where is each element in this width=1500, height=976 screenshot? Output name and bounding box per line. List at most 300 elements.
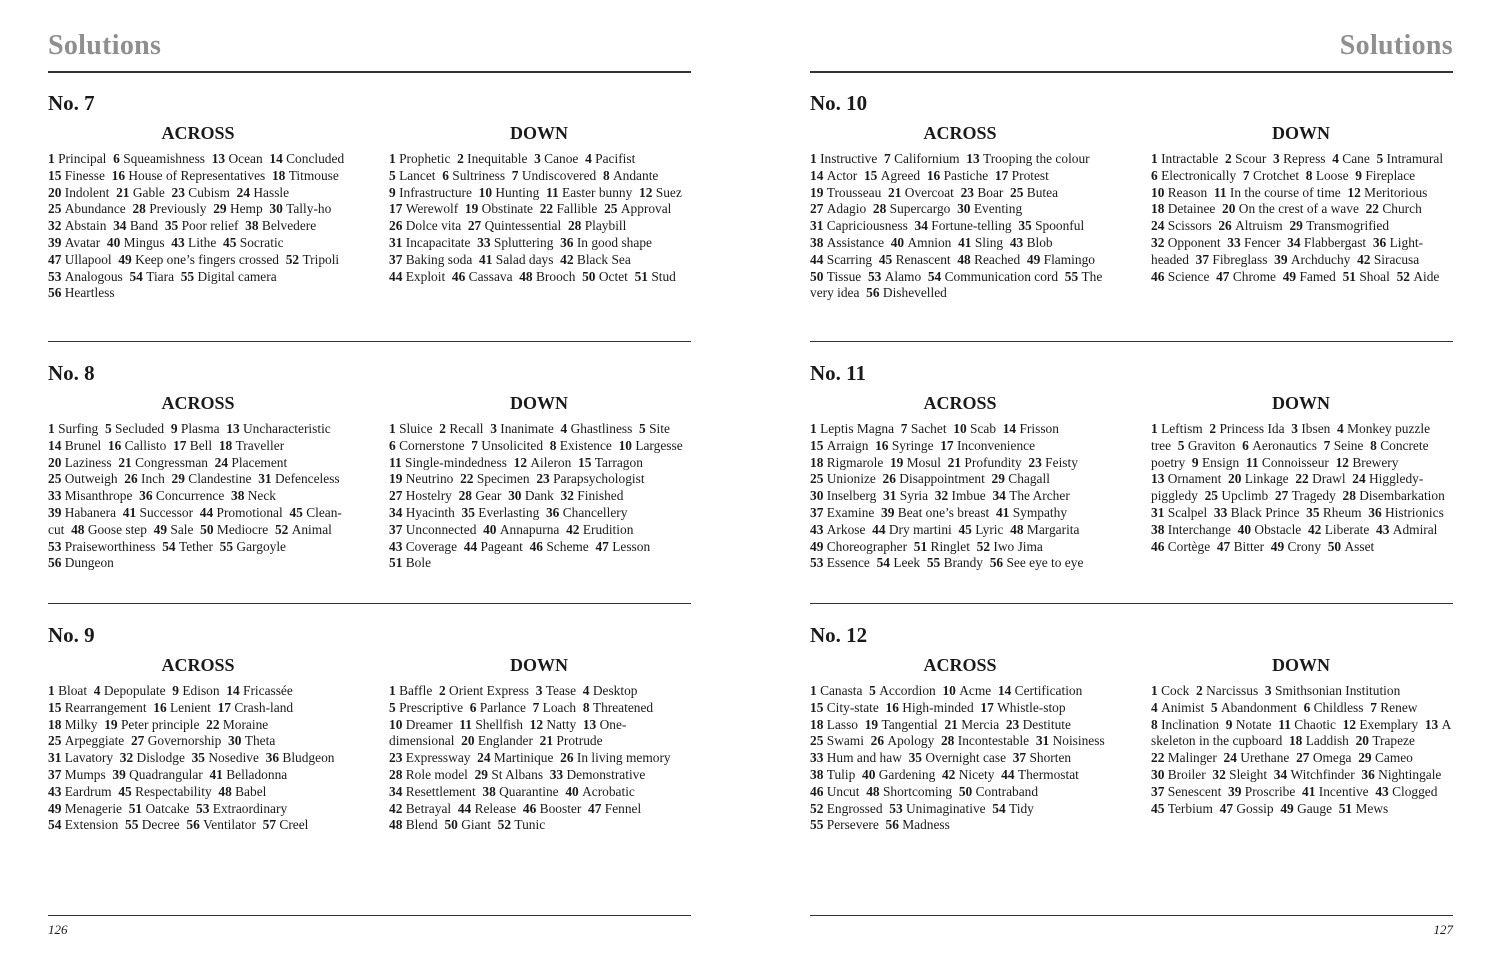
answer-text: Englander: [477, 733, 533, 749]
answer-text: Rheum: [1322, 504, 1362, 520]
answer-entry: [512, 168, 596, 183]
clue-number: 26: [389, 218, 403, 234]
clue-number: 32: [934, 488, 949, 504]
answer-text: Bloat: [58, 683, 88, 698]
down-answers: [1151, 151, 1451, 285]
answer-entry: [172, 683, 219, 698]
answer-text: Nightingale: [1378, 766, 1442, 782]
answer-text: Gargoyle: [236, 538, 287, 554]
answer-entry: [389, 505, 455, 520]
clue-number: 2: [1196, 683, 1203, 698]
answer-entry: [1151, 269, 1209, 284]
answer-text: A skeleton in the cupboard: [1151, 716, 1451, 749]
answer-entry: [1246, 455, 1329, 470]
answer-entry: [71, 522, 147, 537]
answer-entry: [980, 700, 1065, 715]
clue-number: 27: [810, 201, 824, 217]
answer-text: Lithe: [188, 234, 217, 250]
answer-entry: [992, 488, 1069, 503]
clue-number: 12: [1342, 716, 1357, 732]
clue-number: 29: [474, 766, 488, 782]
answer-entry: [1308, 522, 1369, 537]
clue-number: 25: [48, 201, 62, 217]
answer-entry: [1274, 252, 1350, 267]
clue-number: 10: [618, 437, 632, 453]
answer-entry: [566, 522, 633, 537]
answer-text: Quadrangular: [129, 766, 203, 782]
answer-text: Band: [129, 218, 159, 234]
answer-entry: [883, 471, 985, 486]
answer-entry: [865, 717, 938, 732]
clue-number: 10: [953, 421, 967, 436]
clue-number: 1: [810, 421, 817, 436]
answer-entry: [1370, 700, 1417, 715]
answer-text: Aeronautics: [1252, 437, 1317, 453]
answer-entry: [890, 455, 941, 470]
clue-number: 34: [1287, 234, 1301, 250]
answer-text: Certification: [1014, 683, 1083, 698]
clue-number: 31: [389, 234, 403, 250]
answer-text: One-dimensional: [389, 716, 627, 749]
page-footer: [48, 915, 691, 937]
answer-entry: [1224, 750, 1290, 765]
answer-entry: [957, 252, 1020, 267]
clue-number: 38: [231, 488, 245, 504]
answer-entry: [1280, 801, 1332, 816]
answer-text: Chaotic: [1294, 716, 1336, 732]
clue-number: 46: [451, 268, 466, 284]
answer-text: Uncut: [826, 783, 860, 799]
answer-text: Overcoat: [904, 184, 954, 200]
answer-text: Quintessential: [484, 218, 562, 234]
clue-number: 33: [1213, 504, 1228, 520]
answer-entry: [992, 801, 1034, 816]
clue-number: 2: [457, 151, 464, 166]
left-page: [48, 0, 691, 976]
answer-text: Lyric: [975, 521, 1004, 537]
clue-number: 34: [389, 504, 403, 520]
answer-text: Aide: [1413, 268, 1440, 284]
answer-entry: [1151, 185, 1207, 200]
clue-number: 37: [389, 251, 403, 267]
answer-entry: [927, 555, 983, 570]
answer-entry: [508, 488, 554, 503]
clue-number: 38: [482, 783, 496, 799]
answer-text: Specimen: [476, 471, 530, 487]
answer-entry: [966, 151, 1089, 166]
answer-entry: [523, 801, 581, 816]
clue-number: 12: [1347, 184, 1361, 200]
clue-number: 5: [1210, 699, 1218, 715]
answer-text: Arpeggiate: [64, 733, 125, 749]
clue-number: 55: [219, 538, 234, 554]
clue-number: 54: [927, 268, 942, 284]
answer-entry: [206, 717, 268, 732]
clue-number: 49: [1270, 538, 1285, 554]
clue-number: 9: [170, 421, 178, 436]
answer-entry: [561, 488, 624, 503]
answer-text: Crony: [1287, 538, 1322, 554]
clue-number: 2: [1209, 421, 1217, 436]
clue-number: 50: [200, 521, 214, 537]
answer-text: Black Prince: [1230, 504, 1300, 520]
answer-entry: [1217, 539, 1264, 554]
clue-number: 47: [588, 800, 602, 816]
clue-number: 3: [1291, 421, 1298, 436]
across-answers: [810, 421, 1110, 572]
answer-text: Hemp: [229, 201, 263, 217]
answer-entry: [129, 801, 190, 816]
answer-entry: [48, 421, 98, 436]
answer-entry: [1278, 717, 1336, 732]
answer-entry: [48, 218, 106, 233]
clue-number: 35: [164, 218, 179, 234]
answer-text: The very idea: [810, 268, 1103, 301]
clue-number: 22: [460, 471, 474, 487]
answer-text: Disembarkation: [1359, 488, 1445, 504]
answer-entry: [1302, 784, 1369, 799]
answer-entry: [1376, 151, 1443, 166]
answer-entry: [1339, 801, 1388, 816]
answer-text: Repress: [1283, 151, 1326, 166]
clue-number: 42: [566, 521, 580, 537]
answer-text: Sachet: [910, 421, 947, 436]
answer-text: Obstacle: [1254, 521, 1302, 537]
answer-entry: [810, 471, 876, 486]
clue-number: 9: [172, 683, 179, 698]
down-column: [389, 122, 689, 285]
answer-entry: [1324, 438, 1364, 453]
answer-text: Tissue: [826, 268, 862, 284]
answer-text: Lenient: [170, 699, 211, 715]
across-column: [810, 392, 1110, 572]
clue-number: 19: [389, 471, 403, 487]
answer-text: Incapacitate: [405, 234, 471, 250]
clue-number: 3: [1273, 151, 1280, 166]
answer-entry: [530, 539, 589, 554]
answer-text: Fortune-telling: [931, 218, 1012, 234]
clue-number: 14: [226, 683, 240, 698]
answer-entry: [48, 252, 112, 267]
clue-number: 20: [1222, 201, 1236, 217]
answer-entry: [1151, 505, 1207, 520]
answer-entry: [118, 784, 211, 799]
answer-text: Tidy: [1009, 800, 1034, 816]
clue-number: 56: [186, 817, 200, 833]
clue-number: 57: [262, 817, 277, 833]
answer-text: Leptis Magna: [820, 421, 895, 436]
answer-entry: [220, 539, 286, 554]
clue-number: 19: [464, 201, 479, 217]
answer-entry: [1228, 784, 1295, 799]
down-heading: DOWN: [510, 393, 568, 413]
answer-text: Digital camera: [197, 268, 277, 284]
clue-number: 29: [1289, 218, 1303, 234]
answer-text: Milky: [64, 716, 98, 732]
page-number: 127: [1433, 922, 1453, 937]
clue-number: 1: [48, 151, 55, 166]
answer-text: Single-mindedness: [405, 454, 507, 470]
answer-entry: [1036, 733, 1105, 748]
answer-text: Archduchy: [1290, 251, 1351, 267]
clue-number: 54: [162, 538, 176, 554]
answer-entry: [1010, 185, 1058, 200]
clue-number: 4: [585, 151, 592, 166]
answer-entry: [462, 505, 540, 520]
answer-entry: [810, 421, 894, 436]
clue-number: 12: [1335, 454, 1349, 470]
answer-text: Praiseworthiness: [64, 538, 156, 554]
answer-text: Boar: [977, 184, 1004, 200]
clue-number: 10: [389, 716, 403, 732]
answer-entry: [389, 817, 438, 832]
answer-entry: [871, 733, 935, 748]
answer-text: Blob: [1026, 234, 1053, 250]
answer-entry: [186, 817, 256, 832]
answer-entry: [540, 733, 603, 748]
clue-number: 21: [947, 454, 962, 470]
answer-entry: [944, 717, 999, 732]
clue-number: 7: [1242, 167, 1250, 183]
answer-entry: [389, 555, 431, 570]
clue-number: 39: [1228, 783, 1242, 799]
answer-text: Bell: [189, 437, 213, 453]
clue-number: 12: [639, 184, 653, 200]
across-heading: ACROSS: [923, 393, 997, 413]
answer-text: Parapsychologist: [553, 471, 645, 487]
clue-number: 51: [128, 800, 143, 816]
answer-entry: [909, 750, 1006, 765]
answer-entry: [1151, 767, 1206, 782]
answer-text: Supercargo: [889, 201, 951, 217]
answer-text: Cornerstone: [399, 437, 465, 453]
clue-number: 27: [130, 733, 145, 749]
clue-number: 30: [957, 201, 971, 217]
answer-text: Betrayal: [405, 800, 452, 816]
clue-number: 3: [535, 683, 543, 698]
answer-entry: [48, 285, 115, 300]
answer-text: Role model: [405, 766, 468, 782]
answer-text: Inequitable: [467, 151, 528, 166]
answer-entry: [48, 700, 147, 715]
clue-number: 47: [1219, 800, 1234, 816]
answer-entry: [888, 185, 954, 200]
answer-text: Sling: [974, 234, 1004, 250]
clue-number: 53: [196, 800, 210, 816]
answer-text: Altruism: [1235, 218, 1283, 234]
answer-entry: [519, 269, 575, 284]
answer-text: Inch: [141, 471, 165, 487]
answer-entry: [1271, 539, 1321, 554]
answer-text: Release: [474, 800, 517, 816]
clue-number: 48: [218, 783, 232, 799]
answer-text: Tally-ho: [286, 201, 332, 217]
answer-entry: [603, 168, 658, 183]
clue-number: 37: [1012, 750, 1027, 766]
answer-text: Iwo Jima: [993, 538, 1043, 554]
answer-entry: [48, 269, 123, 284]
clue-number: 30: [228, 733, 242, 749]
answer-entry: [389, 235, 470, 250]
answer-entry: [218, 784, 266, 799]
clue-number: 52: [497, 817, 512, 833]
answer-text: Admiral: [1392, 521, 1438, 537]
answer-entry: [550, 438, 612, 453]
clue-number: 21: [116, 184, 130, 200]
clue-number: 12: [529, 716, 544, 732]
answer-entry: [810, 269, 861, 284]
answer-text: Surfing: [58, 421, 99, 436]
puzzle-title: No. 7: [48, 91, 95, 115]
clue-number: 6: [389, 437, 396, 453]
answer-text: Quarantine: [499, 783, 559, 799]
clue-number: 31: [810, 218, 824, 234]
answer-entry: [810, 168, 857, 183]
answer-text: Dry martini: [888, 521, 952, 537]
clue-number: 13: [582, 716, 597, 732]
answer-text: Aileron: [530, 454, 572, 470]
clue-number: 46: [1151, 268, 1165, 284]
answer-text: Incontestable: [957, 733, 1030, 749]
answer-text: Gauge: [1297, 800, 1333, 816]
answer-entry: [1212, 767, 1267, 782]
answer-entry: [810, 252, 872, 267]
answer-entry: [1328, 539, 1375, 554]
clue-number: 21: [539, 733, 554, 749]
answer-entry: [866, 784, 952, 799]
answer-entry: [1151, 717, 1219, 732]
answer-text: Inanimate: [500, 421, 554, 436]
answer-entry: [536, 683, 576, 698]
answer-entry: [1003, 421, 1059, 436]
answer-text: Loose: [1315, 167, 1349, 183]
answer-entry: [940, 438, 1035, 453]
answer-entry: [1375, 784, 1437, 799]
answer-text: Site: [649, 421, 670, 436]
clue-number: 38: [1151, 521, 1165, 537]
answer-entry: [1209, 421, 1284, 436]
clue-number: 53: [48, 268, 62, 284]
answer-text: Canoe: [544, 151, 579, 166]
answer-entry: [464, 539, 523, 554]
clue-number: 55: [810, 817, 824, 833]
clue-number: 42: [941, 766, 956, 782]
clue-number: 28: [1342, 488, 1356, 504]
clue-number: 45: [118, 783, 132, 799]
across-answers: [48, 151, 348, 302]
answer-text: St Albans: [491, 766, 544, 782]
answer-entry: [810, 683, 862, 698]
answer-text: Unconnected: [405, 521, 477, 537]
clue-number: 39: [1274, 251, 1288, 267]
answer-entry: [1192, 455, 1239, 470]
answer-text: Dislodge: [136, 750, 185, 766]
clue-number: 50: [582, 268, 596, 284]
answer-entry: [132, 201, 206, 216]
clue-number: 25: [810, 733, 824, 749]
clue-number: 8: [549, 437, 557, 453]
answer-entry: [389, 488, 452, 503]
answer-text: On the crest of a wave: [1238, 201, 1359, 217]
answer-text: Blend: [405, 817, 438, 833]
clue-number: 45: [289, 504, 303, 520]
answer-text: Amnion: [907, 234, 952, 250]
answer-entry: [1242, 438, 1317, 453]
answer-text: Ornament: [1167, 471, 1222, 487]
clue-number: 42: [560, 251, 574, 267]
clue-number: 45: [878, 251, 893, 267]
answer-entry: [112, 168, 266, 183]
answer-entry: [1225, 151, 1266, 166]
answer-text: Asset: [1344, 538, 1375, 554]
answer-entry: [810, 801, 883, 816]
clue-number: 27: [1274, 488, 1289, 504]
answer-text: Mingus: [123, 234, 165, 250]
answer-text: Werewolf: [405, 201, 459, 217]
clue-number: 42: [389, 800, 403, 816]
clue-number: 56: [866, 285, 880, 301]
clue-number: 6: [469, 699, 477, 715]
clue-number: 11: [389, 454, 402, 470]
clue-number: 26: [124, 471, 138, 487]
clue-number: 22: [206, 716, 220, 732]
page-title: Solutions: [48, 30, 162, 61]
clue-number: 23: [1028, 454, 1042, 470]
clue-number: 25: [48, 471, 62, 487]
answer-text: Thermostat: [1017, 766, 1079, 782]
answer-text: Engrossed: [826, 800, 883, 816]
answer-text: Nicety: [958, 766, 995, 782]
answer-text: Overnight case: [925, 750, 1007, 766]
answer-text: Undiscovered: [521, 167, 597, 183]
answer-entry: [1028, 455, 1078, 470]
clue-number: 17: [389, 201, 403, 217]
answer-text: Dreamer: [405, 716, 453, 732]
clue-number: 41: [995, 504, 1010, 520]
clue-number: 38: [810, 766, 824, 782]
down-answers: [1151, 421, 1451, 555]
clue-number: 9: [1225, 716, 1233, 732]
clue-number: 55: [926, 555, 941, 571]
answer-text: Tiara: [146, 268, 175, 284]
answer-entry: [48, 784, 112, 799]
answer-text: Trapeze: [1372, 733, 1415, 749]
answer-text: Histrionics: [1385, 504, 1444, 520]
across-column: [810, 122, 1110, 302]
clue-number: 16: [875, 437, 889, 453]
answer-text: Scalpel: [1167, 504, 1208, 520]
answer-entry: [459, 488, 502, 503]
answer-entry: [1205, 488, 1269, 503]
answer-text: Acme: [959, 683, 992, 698]
clue-number: 20: [48, 184, 62, 200]
answer-text: Bole: [405, 555, 432, 571]
clue-number: 34: [1273, 766, 1288, 782]
answer-text: Sympathy: [1012, 504, 1068, 520]
across-heading: ACROSS: [161, 393, 235, 413]
answer-text: Drawl: [1312, 471, 1346, 487]
answer-text: Inclination: [1161, 716, 1220, 732]
clue-number: 38: [810, 234, 824, 250]
answer-text: Defenceless: [274, 471, 340, 487]
answer-text: Analogous: [64, 268, 123, 284]
answer-text: Loach: [542, 699, 577, 715]
answer-entry: [389, 700, 463, 715]
answer-text: Moraine: [222, 716, 269, 732]
clue-number: 43: [810, 521, 824, 537]
clue-number: 47: [1216, 268, 1230, 284]
answer-text: Placement: [231, 454, 288, 470]
